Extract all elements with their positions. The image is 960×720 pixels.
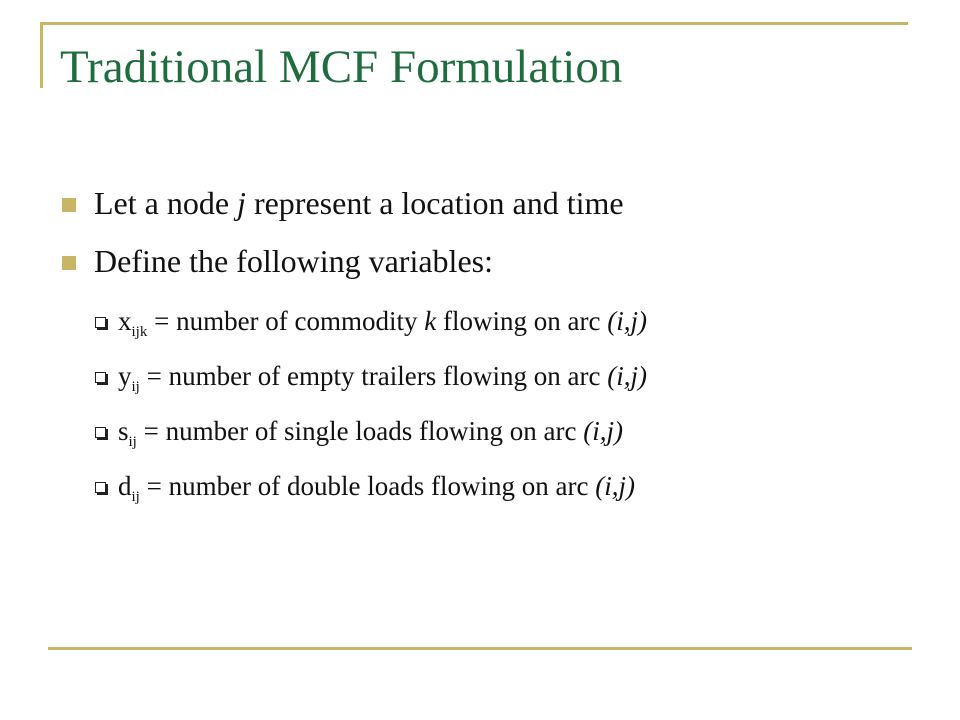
variable-symbol: d bbox=[118, 471, 132, 501]
sub-bullet-y bbox=[60, 353, 920, 408]
sub-bullet-d bbox=[60, 463, 920, 518]
variable-subscript: ijk bbox=[131, 324, 148, 340]
variable-symbol: s bbox=[118, 416, 129, 446]
variable-symbol: x bbox=[118, 306, 132, 336]
hollow-square-bullet-icon bbox=[95, 317, 106, 328]
sub-bullet-s bbox=[60, 408, 920, 463]
bullet-text: Define the following variables: bbox=[94, 243, 493, 279]
definition-text: = number of empty trailers flowing on arc bbox=[139, 361, 608, 391]
variable-subscript: ij bbox=[128, 434, 137, 450]
slide-title: Traditional MCF Formulation bbox=[60, 41, 623, 93]
arc-notation: (i,j) bbox=[607, 306, 647, 336]
arc-notation: (i,j) bbox=[595, 471, 635, 501]
hollow-square-bullet-icon bbox=[95, 372, 106, 383]
hollow-square-bullet-icon bbox=[95, 482, 106, 493]
definition-text: = number of commodity bbox=[147, 306, 425, 336]
square-bullet-icon bbox=[62, 198, 76, 212]
square-bullet-icon bbox=[62, 256, 76, 270]
definition-text-post: flowing on arc bbox=[436, 306, 608, 336]
variable-subscript: ij bbox=[131, 489, 140, 505]
bullet-text-pre: Let a node bbox=[94, 185, 238, 221]
bullet-list bbox=[60, 178, 920, 518]
variable-symbol: y bbox=[118, 361, 132, 391]
hollow-square-bullet-icon bbox=[95, 427, 106, 438]
arc-notation: (i,j) bbox=[607, 361, 647, 391]
sub-bullet-x bbox=[60, 298, 920, 353]
left-rule bbox=[40, 22, 43, 88]
bottom-rule bbox=[48, 647, 912, 650]
bullet-define-variables bbox=[60, 236, 920, 294]
bullet-variable: j bbox=[237, 185, 246, 221]
definition-text: = number of double loads flowing on arc bbox=[139, 471, 596, 501]
commodity-variable: k bbox=[424, 306, 437, 336]
definition-text: = number of single loads flowing on arc bbox=[136, 416, 584, 446]
arc-notation: (i,j) bbox=[583, 416, 623, 446]
bullet-node-definition bbox=[60, 178, 920, 236]
top-rule bbox=[40, 22, 908, 25]
variable-subscript: ij bbox=[131, 379, 140, 395]
bullet-text-post: represent a location and time bbox=[245, 185, 624, 221]
